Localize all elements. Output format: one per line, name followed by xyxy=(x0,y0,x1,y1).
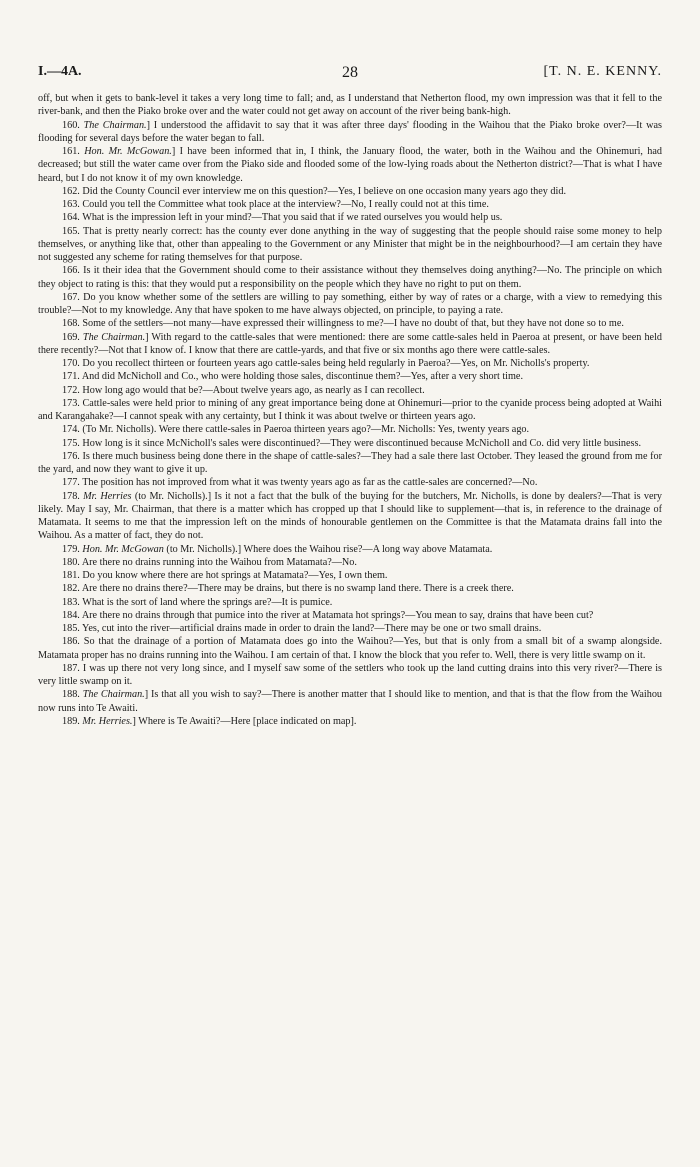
testimony-paragraph xyxy=(38,423,662,436)
testimony-text: So that the drainage of a portion of Matamata does go into the Waihou?—Yes, but that is only from a small bit of a swamp alongside. Matamata proper has no drains running into the Waihou. I am certain of that. I know the block that you refer to. Well, there is very little swamp on it. xyxy=(38,636,663,661)
testimony-paragraph xyxy=(38,370,662,383)
testimony-text: Did the County Council ever interview me on this question?—Yes, I believe on one occasion many years ago they did. xyxy=(82,185,566,197)
testimony-paragraph xyxy=(38,556,662,569)
testimony-text: Do you know whether some of the settlers are willing to pay something, either by way of rates or a charge, with a view to remedying this trouble?—Not to my knowledge. Any that have spoken to me have always objected, on principle, to paying a rate. xyxy=(38,291,663,316)
testimony-text: Some of the settlers—not many—have expressed their willingness to me?—I have no doubt of that, but they have not done so to me. xyxy=(82,318,624,330)
question-number: 177. xyxy=(62,477,83,489)
speaker-name: Mr. Herries. xyxy=(82,715,133,727)
testimony-paragraph xyxy=(38,688,662,715)
testimony-paragraph xyxy=(38,185,662,198)
testimony-paragraph xyxy=(38,119,662,146)
testimony-text: What is the sort of land where the springs are?—It is pumice. xyxy=(82,596,333,608)
question-number: 179. xyxy=(62,543,83,555)
testimony-text: Yes, cut into the river—artificial drains made in order to drain the land?—There may be one or two small drains. xyxy=(82,623,542,634)
testimony-text: That is pretty nearly correct: has the county ever done anything in the way of suggesting that the people should raise some money to help themselves, or anything like that, other than appealing to the Government or any Minister that might be in the neighbourhood?—I am certain they have not suggested any scheme for rating themselves for that purpose. xyxy=(38,225,662,263)
question-number: 166. xyxy=(62,265,84,277)
testimony-paragraph xyxy=(38,92,662,119)
testimony-paragraph xyxy=(38,437,662,450)
testimony-paragraph xyxy=(38,291,662,318)
question-number: 170. xyxy=(62,358,83,369)
testimony-text: And did McNicholl and Co., who were holding those sales, discontinue them?—Yes, after a very short time. xyxy=(81,371,524,383)
testimony-text: Are there no drains there?—There may be drains, but there is no swamp land there. There is a creek there. xyxy=(81,583,514,595)
question-number: 185. xyxy=(62,623,82,634)
testimony-text: ] Where is Te Awaiti?—Here [place indicated on map]. xyxy=(132,715,357,727)
testimony-paragraph xyxy=(38,331,662,358)
question-number: 184. xyxy=(62,609,82,621)
question-number: 176. xyxy=(62,450,83,462)
speaker-name: The Chairman. xyxy=(83,119,147,131)
question-number: 162. xyxy=(62,185,83,197)
testimony-text: Do you know where there are hot springs at Matamata?—Yes, I own them. xyxy=(82,570,388,581)
question-number: 172. xyxy=(62,384,83,396)
testimony-paragraph xyxy=(38,582,662,595)
question-number: 182. xyxy=(62,583,82,595)
testimony-paragraph xyxy=(38,211,662,224)
question-number: 167. xyxy=(62,291,84,303)
testimony-paragraph xyxy=(38,198,662,211)
testimony-paragraph xyxy=(38,145,662,185)
testimony-paragraph xyxy=(38,569,662,582)
testimony-text: (to Mr. Nicholls).] Where does the Waihou rise?—A long way above Matamata. xyxy=(163,543,493,555)
question-number: 160. xyxy=(62,119,84,131)
testimony-paragraph xyxy=(38,450,662,477)
question-number: 163. xyxy=(62,199,83,210)
testimony-text: (to Mr. Nicholls).] Is it not a fact that the bulk of the buying for the butchers, Mr. Nicholls, is done by dealers?—That is very likely. May I say, Mr. Chairman, that there is a matter which has cropped up that I should like to supplement—that is, in reference to the drainage of Matamata. It seems to me that the impression left on the minds of honourable gentlemen on the Committee is that the Matamata drains fall into the Waihou. As a matter of fact, they do not. xyxy=(38,490,663,542)
question-number: 189. xyxy=(62,715,83,727)
testimony-text: Could you tell the Committee what took place at the interview?—No, I really could not at this time. xyxy=(82,199,489,210)
testimony-paragraph xyxy=(38,317,662,330)
testimony-paragraph xyxy=(38,596,662,609)
witness-name: [T. N. E. KENNY. xyxy=(543,64,662,79)
testimony-paragraph xyxy=(38,264,662,291)
document-body xyxy=(38,92,662,728)
testimony-text: The position has not improved from what it was twenty years ago as far as the cattle-sales are concerned?—No. xyxy=(82,477,538,489)
question-number: 173. xyxy=(62,397,83,409)
speaker-name: Hon. Mr. McGowan xyxy=(82,543,164,555)
page-header xyxy=(38,64,662,88)
speaker-name: The Chairman. xyxy=(82,331,146,343)
testimony-paragraph xyxy=(38,357,662,370)
testimony-text: Are there no drains running into the Waihou from Matamata?—No. xyxy=(81,556,357,568)
testimony-text: ] With regard to the cattle-sales that were mentioned: there are some cattle-sales held in Paeroa at present, or have been held there recently?—Not that I know of. I know that there are cattle-yards, and that five or six months ago there were cattle-sales. xyxy=(38,331,663,356)
testimony-text: I was up there not very long since, and I myself saw some of the settlers who took up the land cutting drains into this very river?—There is very little swamp on it. xyxy=(38,662,663,687)
testimony-paragraph xyxy=(38,476,662,489)
page-number: 28 xyxy=(342,64,358,81)
testimony-text: ] Is that all you wish to say?—There is another matter that I should like to mention, and that is that the flow from the Waihou now runs into Te Awaiti. xyxy=(38,689,663,714)
question-number: 188. xyxy=(62,689,83,701)
paper-reference: I.—4A. xyxy=(38,64,82,79)
question-number: 180. xyxy=(62,556,82,568)
speaker-name: Mr. Herries xyxy=(83,490,132,502)
testimony-paragraph xyxy=(38,662,662,689)
speaker-name: Hon. Mr. McGowan. xyxy=(84,146,172,157)
testimony-paragraph xyxy=(38,635,662,662)
question-number: 174. xyxy=(62,424,83,436)
question-number: 171. xyxy=(62,371,82,383)
question-number: 169. xyxy=(62,331,83,343)
question-number: 165. xyxy=(62,225,84,237)
testimony-text: Is there much business being done there in the shape of cattle-sales?—They had a sale there last October. They leased the ground from me for the yard, and now they want to give it up. xyxy=(38,450,662,475)
testimony-paragraph xyxy=(38,490,662,543)
question-number: 187. xyxy=(62,662,83,674)
speaker-name: The Chairman. xyxy=(82,689,145,701)
question-number: 161. xyxy=(62,146,85,157)
testimony-paragraph xyxy=(38,715,662,728)
testimony-text: How long is it since McNicholl's sales were discontinued?—They were discontinued because McNicholl and Co. did very little business. xyxy=(82,437,642,449)
testimony-text: Cattle-sales were held prior to mining of any great importance being done at Ohinemuri—prior to the cyanide process being adopted at Waihi and Karangahake?—I cannot speak with any certainty, but I think it was about twelve or thirteen years ago. xyxy=(38,397,662,422)
testimony-paragraph xyxy=(38,622,662,635)
testimony-text: ] I have been informed that in, I think, the January flood, the water, both in the Waihou and the Ohinemuri, had decreased; but still the water came over from the Piako side and flooded some of the low-lying roads about the Netherton district?—That is what I have heard, but I do not know it of my own knowledge. xyxy=(38,146,663,184)
question-number: 183. xyxy=(62,596,83,608)
testimony-text: (To Mr. Nicholls). Were there cattle-sales in Paeroa thirteen years ago?—Mr. Nicholls: Yes, twenty years ago. xyxy=(82,424,530,436)
question-number: 178. xyxy=(62,490,84,502)
testimony-paragraph xyxy=(38,397,662,424)
testimony-paragraph xyxy=(38,384,662,397)
testimony-text: Is it their idea that the Government should come to their assistance without they themselves doing anything?—No. The principle on which they object to rating is this: that they would put a responsibility on the people which they have no right to put on them. xyxy=(38,265,662,290)
testimony-text: What is the impression left in your mind?—That you said that if we rated ourselves you would help us. xyxy=(82,212,503,224)
question-number: 186. xyxy=(62,636,84,648)
question-number: 181. xyxy=(62,570,83,581)
testimony-text: ] I understood the affidavit to say that it was after three days' flooding in the Waihou that the Piako broke over?—It was flooding for several days before the water began to fall. xyxy=(38,119,663,144)
testimony-text: Are there no drains through that pumice into the river at Matamata hot springs?—You mean to say, drains that have been cut? xyxy=(81,609,594,621)
testimony-paragraph xyxy=(38,609,662,622)
testimony-paragraph xyxy=(38,225,662,265)
testimony-text: Do you recollect thirteen or fourteen years ago cattle-sales being held regularly in Paeroa?—Yes, on Mr. Nicholls's property. xyxy=(82,358,590,369)
testimony-paragraph xyxy=(38,543,662,556)
question-number: 164. xyxy=(62,212,83,224)
question-number: 175. xyxy=(62,437,83,449)
testimony-text: off, but when it gets to bank-level it takes a very long time to fall; and, as I understand that Netherton flood, my own impression was that it fell to the river-bank, and then the Piako broke over and the water could not get away on account of the river being bank-high. xyxy=(38,93,662,118)
testimony-text: How long ago would that be?—About twelve years ago, as nearly as I can recollect. xyxy=(82,384,425,396)
question-number: 168. xyxy=(62,318,83,330)
